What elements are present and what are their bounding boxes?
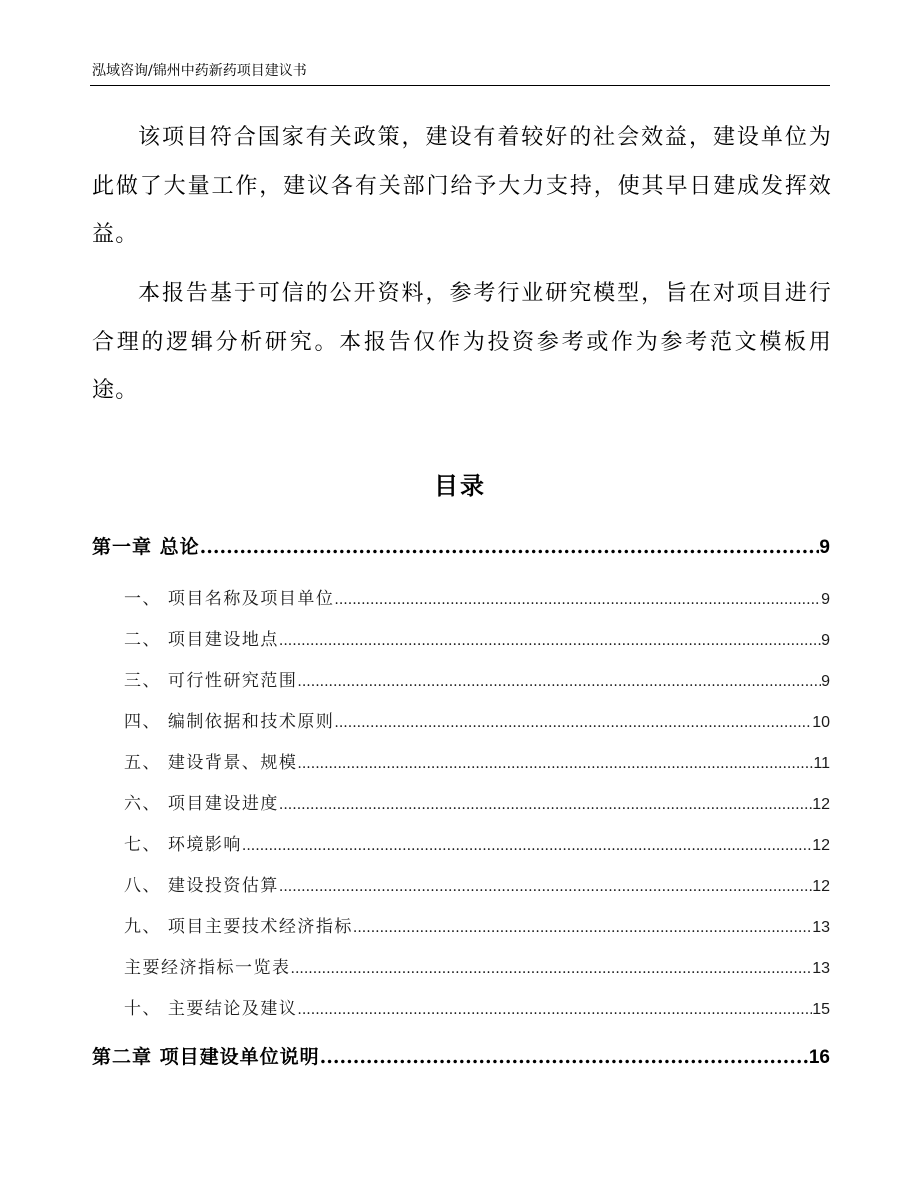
toc-leader-dots [334,592,821,608]
toc-entry-page: 16 [808,1047,830,1068]
toc-leader-dots [279,633,821,649]
toc-entry-label: 六、 项目建设进度 [124,794,279,814]
toc-entry-page: 12 [812,796,830,813]
toc-entry-page: 9 [821,632,830,649]
toc-leader-dots [297,756,813,772]
toc-entry-chapter-1[interactable] [92,532,830,559]
toc-entry-page: 13 [812,919,830,936]
toc-leader-dots [297,674,821,690]
toc-entry-label: 三、 可行性研究范围 [124,671,298,691]
toc-entry-page: 9 [821,673,830,690]
toc-entry-section[interactable] [92,789,830,814]
toc-entry-page: 12 [812,878,830,895]
toc-leader-dots [297,1002,812,1018]
toc-entry-page: 9 [819,537,830,558]
toc-entry-label: 四、 编制依据和技术原则 [124,712,335,732]
toc-entry-page: 11 [813,755,830,772]
toc-entry-section[interactable] [92,912,830,937]
toc-entry-section[interactable] [92,748,830,773]
toc-entry-page: 15 [812,1001,830,1018]
toc-leader-dots [353,920,812,936]
toc-leader-dots [291,961,813,977]
toc-entry-page: 10 [812,714,830,731]
toc-entry-section[interactable] [92,830,830,855]
toc-entry-label: 十、 主要结论及建议 [124,999,298,1019]
toc-entry-section[interactable] [92,666,830,691]
toc-entry-section[interactable] [92,584,830,609]
toc-entry-page: 12 [812,837,830,854]
toc-entry-label: 主要经济指标一览表 [124,958,291,978]
toc-entry-label: 七、 环境影响 [124,835,242,855]
toc-entry-chapter-2[interactable] [92,1042,830,1069]
toc-entry-page: 13 [812,960,830,977]
toc-entry-page: 9 [821,591,830,608]
toc-leader-dots [200,536,820,558]
toc-leader-dots [279,797,812,813]
toc-leader-dots [242,838,812,854]
toc-entry-section[interactable] [92,707,830,732]
page-header: 泓域咨询/锦州中药新药项目建议书 [92,63,307,79]
body-paragraph: 本报告基于可信的公开资料，参考行业研究模型，旨在对项目进行合理的逻辑分析研究。本报告仅作为投资参考或作为参考范文模板用途。 [92,281,832,403]
toc-entry-label: 八、 建设投资估算 [124,876,279,896]
toc-entry-label: 第一章 总论 [92,536,200,558]
toc-entry-label: 二、 项目建设地点 [124,630,279,650]
toc-entry-section[interactable] [92,994,830,1019]
toc-entry-table[interactable] [92,953,830,978]
toc-title: 目录 [434,471,486,500]
toc-entry-label: 九、 项目主要技术经济指标 [124,917,353,937]
toc-entry-label: 第二章 项目建设单位说明 [92,1046,320,1068]
toc-entry-section[interactable] [92,625,830,650]
toc-entry-section[interactable] [92,871,830,896]
body-paragraph: 该项目符合国家有关政策，建设有着较好的社会效益，建设单位为此做了大量工作，建议各有关部门给予大力支持，使其早日建成发挥效益。 [92,125,832,247]
toc-entry-label: 一、 项目名称及项目单位 [124,589,335,609]
header-divider [90,85,830,86]
toc-entry-label: 五、 建设背景、规模 [124,753,298,773]
toc-leader-dots [279,879,812,895]
toc-leader-dots [334,715,812,731]
toc-leader-dots [320,1046,809,1068]
